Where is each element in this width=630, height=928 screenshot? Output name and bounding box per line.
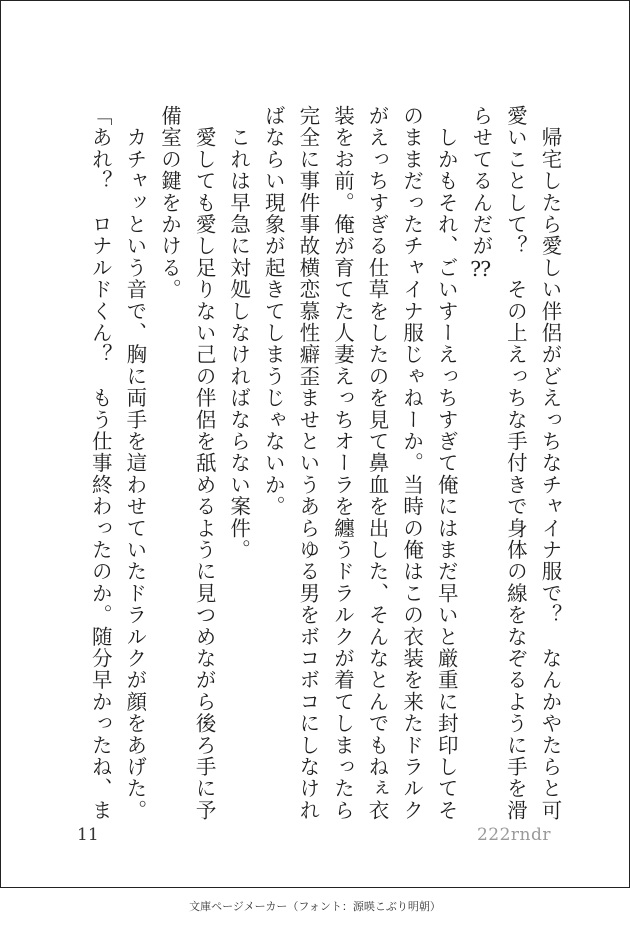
vertical-text-body — [67, 105, 567, 825]
paragraph: カチャッという音で、胸に両手を這わせていたドラルクが顔をあげた。 — [122, 105, 147, 822]
paragraph: 「あれ？ ロナルドくん？ もう仕事終わったのか。随分早かったね、ま — [88, 105, 113, 822]
paragraph: これは早急に対処しなければならない案件。 — [226, 105, 251, 561]
page-number: 11 — [77, 825, 99, 845]
paragraph: 帰宅したら愛しい伴侶がどえっちなチャイナ服で？ なんかやたらと可愛いことして？ その上えっちな手付きで身体の線をなぞるように手を滑らせてるんだが⁇ — [468, 105, 562, 822]
paragraph: しかもそれ、ごいすーえっちすぎて俺にはまだ早いと厳重に封印してそのままだったチャイナ服じゃねーか。当時の俺はこの衣装を来たドラルクがえっちすぎる仕草をしたのを見て鼻血を出した、そんなとんでもねぇ衣装をお前。俺が育てた人妻えっちオーラを纏うドラルクが着てしまったら完全に事件事故横恋慕性癖歪ませというあらゆる男をボコボコにしなければならい現象が起きてしまうじゃないか。 — [261, 105, 459, 822]
footer-credit: 文庫ページメーカー（フォント：源暎こぶり明朝） — [189, 900, 441, 913]
author-name: 222rndr — [476, 825, 551, 845]
paragraph: 愛しても愛し足りない己の伴侶を舐めるように見つめながら後ろ手に予備室の鍵をかける。 — [157, 105, 217, 822]
